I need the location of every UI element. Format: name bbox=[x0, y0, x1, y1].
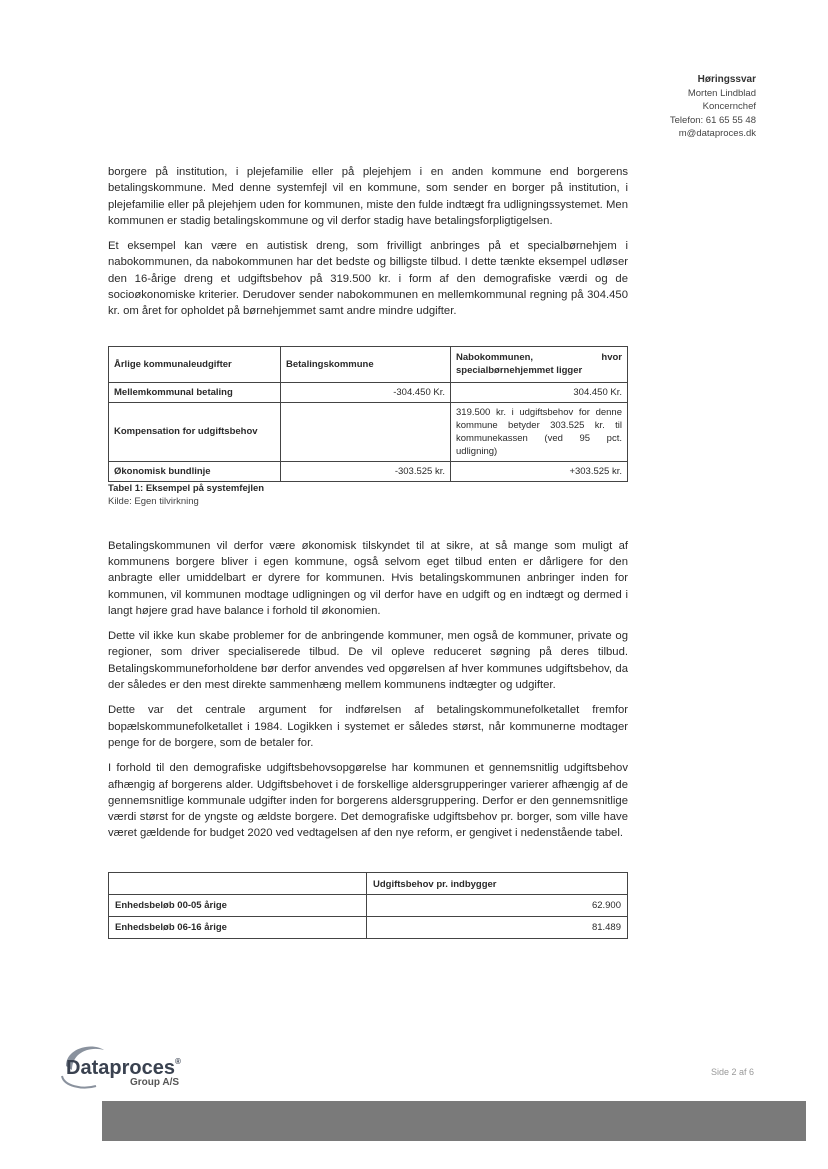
table-cell bbox=[281, 402, 451, 461]
table-header-row bbox=[109, 872, 628, 894]
document-body bbox=[108, 164, 628, 939]
table-caption bbox=[108, 482, 628, 508]
table-cell: 304.450 Kr. bbox=[451, 382, 628, 402]
table-row bbox=[109, 461, 628, 481]
logo-name: Dataproces bbox=[66, 1057, 175, 1079]
paragraph: Et eksempel kan være en autistisk dreng, som frivilligt anbringes på et specialbørnehjem i nabokommunen, da nabokommunen har det bedste og billigste tilbud. I dette tænkte eksempel udløser den 16-årige dreng et udgiftsbehov på 319.500 kr. i form af den demografiske værdi og de socioøkonomiske kriterier. Derudover sender nabokommunen en mellemkommunal regning på 304.450 kr. om året for opholdet på børnehjemmet samt andre mindre udgifter. bbox=[108, 240, 628, 318]
table-header-row bbox=[109, 346, 628, 382]
table-row bbox=[109, 382, 628, 402]
caption-source: Kilde: Egen tilvirkning bbox=[108, 495, 199, 507]
paragraph: Dette var det centrale argument for indførelsen af betalingskommunefolketallet fremfor bopælskommunefolketallet i 1984. Logikken i systemet er således størst, når kommunerne modtager penge for de borgere, som de betaler for. bbox=[108, 704, 628, 749]
table-row bbox=[109, 402, 628, 461]
table-row bbox=[109, 916, 628, 938]
table-cell: -303.525 kr. bbox=[281, 461, 451, 481]
table-cell: Økonomisk bundlinje bbox=[109, 461, 281, 481]
table-header-cell: Årlige kommunaleudgifter bbox=[109, 346, 281, 382]
caption-title: Tabel 1: Eksempel på systemfejlen bbox=[108, 482, 265, 494]
sender-title: Høringssvar bbox=[697, 74, 756, 85]
table-cell: Mellemkommunal betaling bbox=[109, 382, 281, 402]
table-cell: -304.450 Kr. bbox=[281, 382, 451, 402]
udgiftsbehov-table bbox=[108, 872, 628, 939]
table-cell: 319.500 kr. i udgiftsbehov for denne kommune betyder 303.525 kr. til kommunekassen (ved 95 pct. udligning) bbox=[451, 402, 628, 461]
table-row bbox=[109, 894, 628, 916]
paragraph: Dette vil ikke kun skabe problemer for de anbringende kommuner, men også de kommuner, private og regioner, som driver specialiserede tilbud. De vil opleve reduceret søgning på deres tilbud. Betalingskommuneforholdene bør derfor anvendes ved opgørelsen af hver kommunes udgiftsbehov, da der således er den mest direkte sammenhæng mellem kommunens indtægter og udgifter. bbox=[108, 630, 628, 692]
table-cell: 62.900 bbox=[367, 894, 628, 916]
sender-phone: Telefon: 61 65 55 48 bbox=[669, 114, 756, 126]
table-header-cell: Udgiftsbehov pr. indbygger bbox=[367, 872, 628, 894]
table-cell: 81.489 bbox=[367, 916, 628, 938]
page-number: Side 2 af 6 bbox=[710, 1067, 754, 1077]
sender-block bbox=[670, 73, 756, 141]
paragraph: Betalingskommunen vil derfor være økonomisk tilskyndet til at sikre, at så mange som muligt af kommunens borgere bliver i egen kommune, også selvom eget tilbud enten er dårligere for den anbragte eller umiddelbart er dyrere for kommunen. Hvis betalingskommunen anbringer inden for kommunen, vil kommunen modtage udligningen og vil derfor have en udgift og en indtægt og dermed i langt højere grad have balance i forhold til økonomien. bbox=[108, 539, 628, 617]
table-header-cell: Nabokommunen, hvor specialbørnehjemmet ligger bbox=[451, 346, 628, 382]
footer-bar bbox=[102, 1101, 806, 1141]
table-header-cell bbox=[109, 872, 367, 894]
table-cell: +303.525 kr. bbox=[451, 461, 628, 481]
table-cell: Enhedsbeløb 06-16 årige bbox=[109, 916, 367, 938]
sender-name: Morten Lindblad bbox=[687, 87, 756, 99]
table-cell: Enhedsbeløb 00-05 årige bbox=[109, 894, 367, 916]
logo-subtitle: Group A/S bbox=[130, 1077, 180, 1088]
table-cell: Kompensation for udgiftsbehov bbox=[109, 402, 281, 461]
logo-registered-mark: ® bbox=[174, 1057, 181, 1066]
table-header-cell: Betalingskommune bbox=[281, 346, 451, 382]
sender-role: Koncernchef bbox=[702, 101, 756, 112]
paragraph: borgere på institution, i plejefamilie eller på plejehjem i en anden kommune end borgerens betalingskommune. Med denne systemfejl vil en kommune, som sender en borger på institution, i plejefamilie eller på plejehjem uden for kommunen, miste den fulde indtægt fra udligningssystemet. Men kommunen er stadig betalingskommune og vil derfor stadig have betalingsforpligtigelsen. bbox=[108, 166, 628, 227]
example-table bbox=[108, 346, 628, 482]
paragraph: I forhold til den demografiske udgiftsbehovsopgørelse har kommunen et gennemsnitlig udgiftsbehov afhængig af borgerens alder. Udgiftsbehovet i de forskellige aldersgrupperinger varierer afhængig af de gennemsnitlige kommunale udgifter inden for borgerens aldersgruppering. Derfor er den gennemsnitlige værdi størst for de yngste og ældste borgere. Det demografiske udgiftsbehov pr. borger, som ville have været gældende for budget 2020 ved vedtagelsen af den nye reform, er gengivet i nedenstående tabel. bbox=[108, 762, 628, 840]
sender-email: m@dataproces.dk bbox=[678, 128, 756, 139]
